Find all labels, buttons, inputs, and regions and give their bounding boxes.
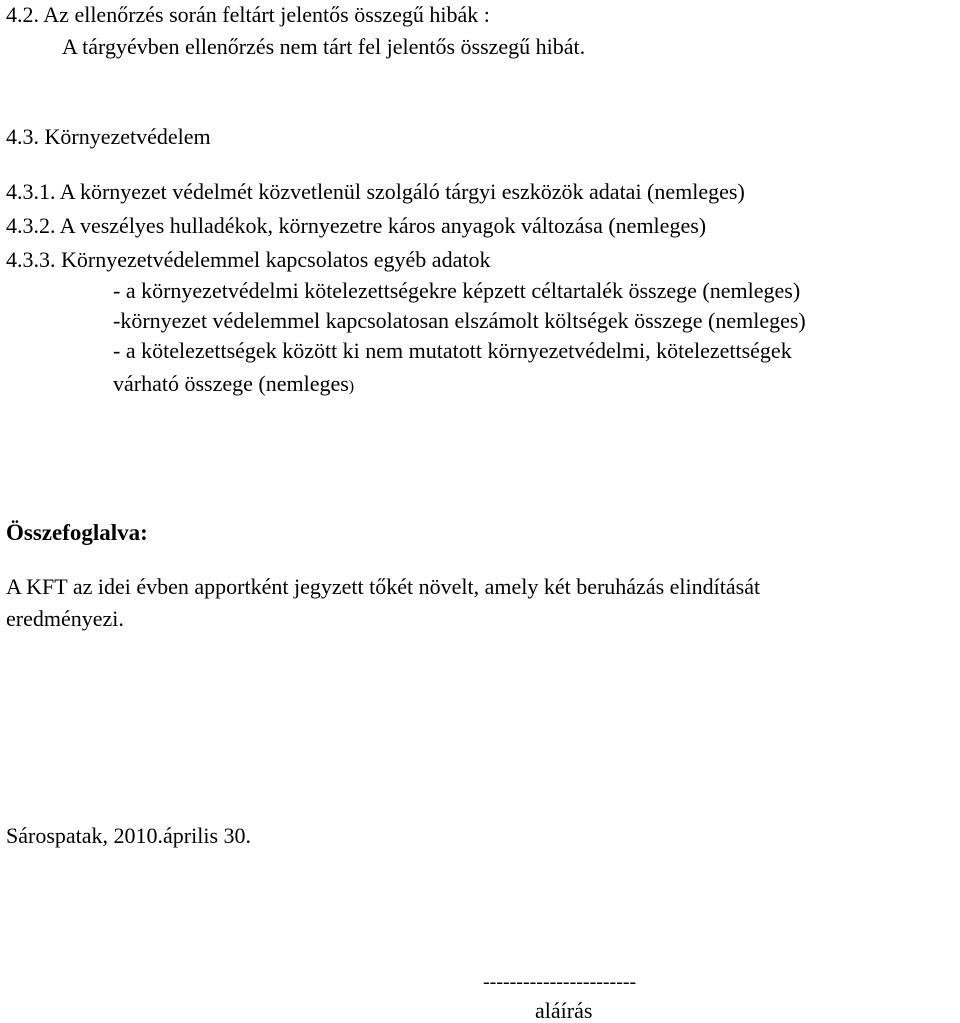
section-4-3-3-item: 4.3.3. Környezetvédelemmel kapcsolatos egyéb adatok [6, 247, 491, 272]
environment-bullet-3-continuation [113, 373, 354, 395]
section-4-3-title: 4.3. Környezetvédelem [6, 124, 211, 149]
environment-bullet-3-close: ) [348, 378, 355, 395]
summary-text-line-2: eredményezi. [6, 606, 124, 631]
environment-bullet-1: - a környezetvédelmi kötelezettségekre képzett céltartalék összege (nemleges) [113, 278, 801, 303]
place-date: Sárospatak, 2010.április 30. [6, 823, 252, 848]
environment-bullet-3-text: várható összege (nemleges [113, 371, 349, 396]
environment-bullet-3: - a kötelezettségek között ki nem mutatott környezetvédelmi, kötelezettségek [113, 338, 792, 363]
signature-label: aláírás [535, 998, 593, 1023]
summary-heading: Összefoglalva: [6, 520, 148, 545]
section-4-2-text: A tárgyévben ellenőrzés nem tárt fel jelentős összegű hibát. [62, 34, 586, 59]
section-4-3-1-item: 4.3.1. A környezet védelmét közvetlenül szolgáló tárgyi eszközök adatai (nemleges) [6, 179, 745, 204]
summary-text-line-1: A KFT az idei évben apportként jegyzett tőkét növelt, amely két beruházás elindítását [6, 574, 761, 599]
section-4-3-2-item: 4.3.2. A veszélyes hulladékok, környezetre káros anyagok változása (nemleges) [6, 213, 707, 238]
signature-line: ----------------------- [483, 971, 637, 993]
environment-bullet-2: -környezet védelemmel kapcsolatosan elszámolt költségek összege (nemleges) [113, 308, 806, 333]
section-4-2-heading: 4.2. Az ellenőrzés során feltárt jelentős összegű hibák : [6, 2, 490, 27]
